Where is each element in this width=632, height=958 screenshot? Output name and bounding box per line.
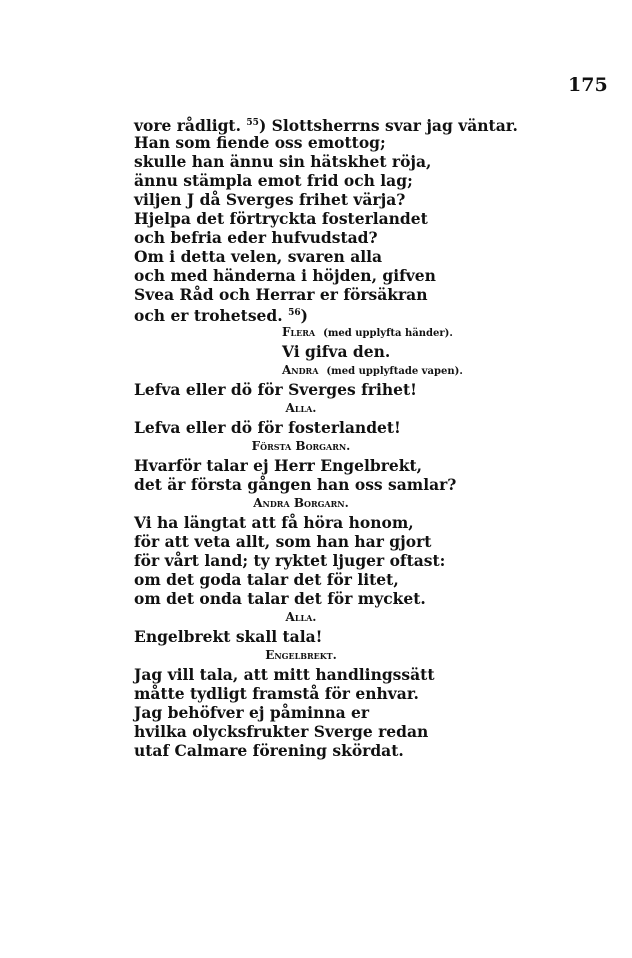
verse-line: och med händerna i höjden, gifven — [134, 266, 436, 285]
speaker-heading: Första Borgarn. — [251, 439, 351, 453]
verse-line: Lefva eller dö för fosterlandet! — [134, 418, 401, 437]
verse-line: Om i detta velen, svaren alla — [134, 247, 383, 266]
verse-line: Lefva eller dö för Sverges frihet! — [134, 380, 417, 399]
stage-direction: (med upplyfta händer). — [323, 328, 453, 339]
line-text: ) — [300, 306, 308, 326]
verse-line: skulle han ännu sin hätskhet röja, — [134, 152, 432, 171]
line-text: vore rådligt. — [134, 116, 241, 136]
verse-line: Jag behöfver ej påminna er — [134, 703, 370, 722]
speaker-heading: Andra Borgarn. — [253, 496, 349, 510]
speaker-heading: Engelbrekt. — [265, 648, 337, 662]
verse-line: ännu stämpla emot frid och lag; — [134, 171, 413, 190]
verse-text — [134, 114, 518, 760]
verse-line: hvilka olycksfrukter Sverge redan — [134, 722, 429, 741]
stage-direction: (med upplyftade vapen). — [326, 366, 463, 377]
verse-line: Hvarför talar ej Herr Engelbrekt, — [134, 456, 423, 475]
footnote-marker: 55 — [246, 118, 259, 128]
verse-line: Vi gifva den. — [282, 342, 391, 361]
page-number: 175 — [568, 74, 608, 96]
verse-line: det är första gången han oss samlar? — [134, 475, 457, 494]
verse-line: Hjelpa det förtryckta fosterlandet — [134, 209, 428, 228]
verse-line: för att veta allt, som han har gjort — [134, 532, 432, 551]
line-text: ) Slottsherrns svar jag väntar. — [258, 116, 518, 136]
verse-line: Engelbrekt skall tala! — [134, 627, 323, 646]
speaker-heading — [134, 361, 504, 380]
verse-line: viljen J då Sverges frihet värja? — [134, 190, 406, 209]
speaker-name: Flera — [282, 325, 316, 339]
verse-line: för vårt land; ty ryktet ljuger oftast: — [134, 551, 446, 570]
speaker-heading: Alla. — [285, 401, 317, 415]
verse-line: och befria eder hufvudstad? — [134, 228, 378, 247]
line-text: och er trohetsed. — [134, 306, 283, 326]
footnote-marker: 56 — [288, 308, 301, 318]
verse-line: Svea Råd och Herrar er försäkran — [134, 285, 428, 304]
verse-line: måtte tydligt framstå för enhvar. — [134, 684, 419, 703]
verse-line: Han som fiende oss emottog; — [134, 133, 386, 152]
verse-line: utaf Calmare förening skördat. — [134, 741, 404, 760]
verse-line: Vi ha längtat att få höra honom, — [134, 513, 414, 532]
verse-line: om det goda talar det för litet, — [134, 570, 399, 589]
verse-line: om det onda talar det för mycket. — [134, 589, 426, 608]
speaker-heading: Alla. — [285, 610, 317, 624]
speaker-name: Andra — [282, 363, 319, 377]
speaker-heading — [134, 323, 504, 342]
verse-line — [134, 114, 518, 136]
verse-line: Jag vill tala, att mitt handlingssätt — [134, 665, 435, 684]
verse-line — [134, 304, 504, 326]
